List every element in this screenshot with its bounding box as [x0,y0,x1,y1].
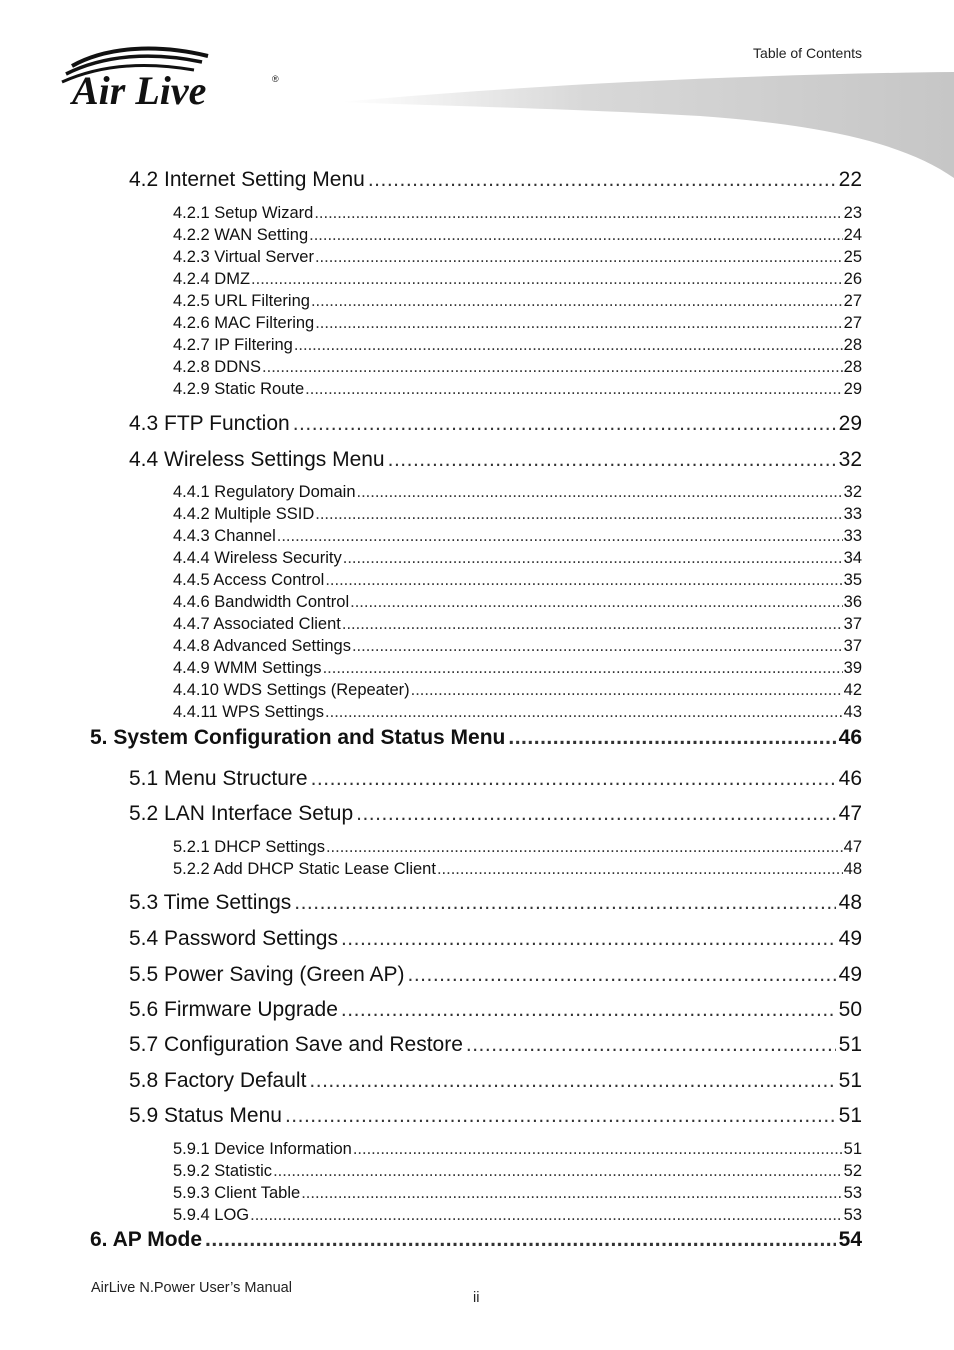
toc-dot-leader [368,168,836,192]
toc-dot-leader [293,412,836,436]
toc-entry[interactable] [129,767,862,791]
toc-entry[interactable] [173,703,862,722]
toc-entry[interactable] [129,168,862,192]
toc-entry-page: 32 [838,448,862,471]
toc-entry[interactable] [129,1069,862,1093]
toc-entry[interactable] [173,270,862,289]
toc-dot-leader [437,860,843,879]
toc-entry[interactable] [173,860,862,879]
toc-entry[interactable] [173,336,862,355]
toc-entry-label: 5.9.1 Device Information [173,1140,352,1158]
toc-entry-label: 5.5 Power Saving (Green AP) [129,963,405,986]
toc-entry-page: 37 [843,615,862,633]
toc-dot-leader [285,1104,836,1128]
toc-entry-page: 53 [843,1184,862,1202]
toc-entry[interactable] [173,637,862,656]
toc-entry[interactable] [173,505,862,524]
toc-entry-page: 27 [843,314,862,332]
toc-entry-page: 48 [838,891,862,914]
toc-dot-leader [301,1184,842,1203]
toc-entry[interactable] [173,681,862,700]
toc-entry-page: 33 [843,505,862,523]
toc-entry[interactable] [173,248,862,267]
toc-entry[interactable] [173,1162,862,1181]
toc-dot-leader [357,483,843,502]
toc-entry[interactable] [173,483,862,502]
toc-entry-page: 29 [838,412,862,435]
toc-entry[interactable] [129,1104,862,1128]
toc-entry-page: 39 [843,659,862,677]
toc-entry[interactable] [173,204,862,223]
toc-dot-leader [323,659,843,678]
toc-entry-page: 28 [843,336,862,354]
toc-entry-label: 4.4.6 Bandwidth Control [173,593,350,611]
toc-entry[interactable] [129,448,862,472]
toc-entry[interactable] [173,358,862,377]
toc-entry[interactable] [173,549,862,568]
toc-dot-leader [262,358,843,377]
header-swoosh-graphic [340,70,954,180]
toc-dot-leader [315,314,842,333]
toc-entry-label: 5.6 Firmware Upgrade [129,998,338,1021]
toc-entry-label: 5.2.1 DHCP Settings [173,838,325,856]
toc-dot-leader [309,1069,835,1093]
toc-entry[interactable] [129,412,862,436]
toc-entry-label: 4.4.3 Channel [173,527,276,545]
toc-entry-label: 4.2 Internet Setting Menu [129,168,365,191]
toc-entry-label: 5.9.4 LOG [173,1206,250,1224]
toc-entry[interactable] [129,1033,862,1057]
toc-entry-page: 32 [843,483,862,501]
toc-entry[interactable] [90,726,862,750]
toc-entry[interactable] [129,998,862,1022]
toc-entry-page: 29 [843,380,862,398]
toc-dot-leader [407,963,835,987]
toc-dot-leader [326,838,843,857]
toc-entry-label: 6. AP Mode [90,1228,203,1251]
toc-dot-leader [305,380,842,399]
toc-dot-leader [411,681,843,700]
toc-dot-leader [294,336,843,355]
toc-dot-leader [315,505,842,524]
toc-entry-label: 4.2.7 IP Filtering [173,336,293,354]
toc-entry[interactable] [173,659,862,678]
toc-entry[interactable] [90,1228,862,1252]
toc-dot-leader [341,927,836,951]
toc-entry-label: 4.2.1 Setup Wizard [173,204,314,222]
svg-text:Air Live: Air Live [72,68,207,113]
toc-entry-page: 49 [838,963,862,986]
toc-entry-label: 5.9.2 Statistic [173,1162,273,1180]
toc-entry[interactable] [173,615,862,634]
toc-entry-page: 51 [843,1140,862,1158]
toc-entry-label: 5.1 Menu Structure [129,767,308,790]
toc-entry-label: 4.2.6 MAC Filtering [173,314,315,332]
toc-entry-label: 4.4 Wireless Settings Menu [129,448,385,471]
toc-dot-leader [309,226,843,245]
toc-entry-page: 47 [838,802,862,825]
toc-entry-page: 42 [843,681,862,699]
toc-entry-page: 26 [843,270,862,288]
toc-entry-page: 48 [843,860,862,878]
toc-entry-page: 53 [843,1206,862,1224]
toc-entry-label: 4.4.8 Advanced Settings [173,637,351,655]
toc-dot-leader [343,549,843,568]
toc-dot-leader [294,891,835,915]
toc-dot-leader [325,571,842,590]
toc-entry-label: 4.2.2 WAN Setting [173,226,309,244]
toc-entry-page: 37 [843,637,862,655]
toc-entry-label: 5.4 Password Settings [129,927,338,950]
toc-entry-label: 4.3 FTP Function [129,412,290,435]
toc-dot-leader [273,1162,843,1181]
toc-entry[interactable] [129,891,862,915]
toc-entry[interactable] [173,226,862,245]
toc-entry-label: 5.2.2 Add DHCP Static Lease Client [173,860,436,878]
toc-dot-leader [311,767,836,791]
toc-dot-leader [277,527,843,546]
toc-entry-page: 23 [843,204,862,222]
toc-dot-leader [466,1033,836,1057]
toc-entry-page: 33 [843,527,862,545]
toc-entry-page: 50 [838,998,862,1021]
toc-dot-leader [251,270,843,289]
toc-entry[interactable] [173,1206,862,1225]
toc-entry-label: 4.2.4 DMZ [173,270,251,288]
toc-entry-page: 51 [838,1069,862,1092]
toc-entry-label: 4.4.4 Wireless Security [173,549,342,567]
toc-entry-page: 46 [838,726,862,749]
toc-dot-leader [341,998,836,1022]
toc-entry[interactable] [129,927,862,951]
toc-entry[interactable] [129,963,862,987]
toc-entry-label: 5.8 Factory Default [129,1069,307,1092]
toc-entry[interactable] [129,802,862,826]
toc-dot-leader [508,726,835,750]
toc-dot-leader [311,292,843,311]
toc-entry-page: 54 [838,1228,862,1251]
toc-dot-leader [250,1206,843,1225]
toc-dot-leader [325,703,843,722]
toc-entry-page: 51 [838,1033,862,1056]
toc-entry-label: 4.2.9 Static Route [173,380,305,398]
toc-dot-leader [205,1228,836,1252]
toc-entry-page: 47 [843,838,862,856]
toc-entry[interactable] [173,571,862,590]
airlive-logo [58,44,290,114]
toc-entry-page: 27 [843,292,862,310]
toc-entry[interactable] [173,380,862,399]
toc-entry-label: 4.4.10 WDS Settings (Repeater) [173,681,410,699]
toc-entry-label: 4.2.5 URL Filtering [173,292,310,310]
toc-entry-page: 46 [838,767,862,790]
footer-page-number: ii [473,1290,480,1306]
section-label: Table of Contents [753,45,862,61]
toc-entry-label: 5.3 Time Settings [129,891,292,914]
toc-entry-label: 4.2.8 DDNS [173,358,262,376]
toc-entry-label: 4.4.11 WPS Settings [173,703,325,721]
toc-entry-label: 5.9.3 Client Table [173,1184,301,1202]
toc-entry[interactable] [173,1140,862,1159]
toc-entry[interactable] [173,292,862,311]
toc-dot-leader [350,593,843,612]
toc-entry[interactable] [173,527,862,546]
toc-dot-leader [314,204,842,223]
toc-entry[interactable] [173,593,862,612]
toc-entry-page: 28 [843,358,862,376]
toc-entry-label: 4.4.2 Multiple SSID [173,505,315,523]
toc-entry-label: 4.4.9 WMM Settings [173,659,322,677]
toc-entry-label: 5. System Configuration and Status Menu [90,726,506,749]
toc-entry-page: 52 [843,1162,862,1180]
toc-entry-page: 34 [843,549,862,567]
toc-dot-leader [388,448,836,472]
toc-dot-leader [342,615,843,634]
toc-entry-label: 4.4.5 Access Control [173,571,325,589]
toc-entry-label: 4.2.3 Virtual Server [173,248,314,266]
toc-dot-leader [356,802,836,826]
svg-text:®: ® [272,74,279,84]
toc-entry-page: 35 [843,571,862,589]
toc-entry-page: 36 [843,593,862,611]
toc-entry[interactable] [173,314,862,333]
toc-entry-page: 49 [838,927,862,950]
toc-entry-page: 22 [838,168,862,191]
toc-entry-page: 24 [843,226,862,244]
toc-entry-label: 5.2 LAN Interface Setup [129,802,354,825]
toc-entry-label: 5.7 Configuration Save and Restore [129,1033,463,1056]
toc-entry-page: 43 [843,703,862,721]
footer-manual-title: AirLive N.Power User’s Manual [91,1280,292,1296]
toc-entry-page: 51 [838,1104,862,1127]
toc-entry-label: 4.4.1 Regulatory Domain [173,483,356,501]
toc-entry[interactable] [173,838,862,857]
toc-entry-page: 25 [843,248,862,266]
toc-dot-leader [352,637,843,656]
toc-entry-label: 4.4.7 Associated Client [173,615,341,633]
toc-dot-leader [315,248,843,267]
toc-dot-leader [353,1140,843,1159]
toc-entry-label: 5.9 Status Menu [129,1104,282,1127]
toc-entry[interactable] [173,1184,862,1203]
